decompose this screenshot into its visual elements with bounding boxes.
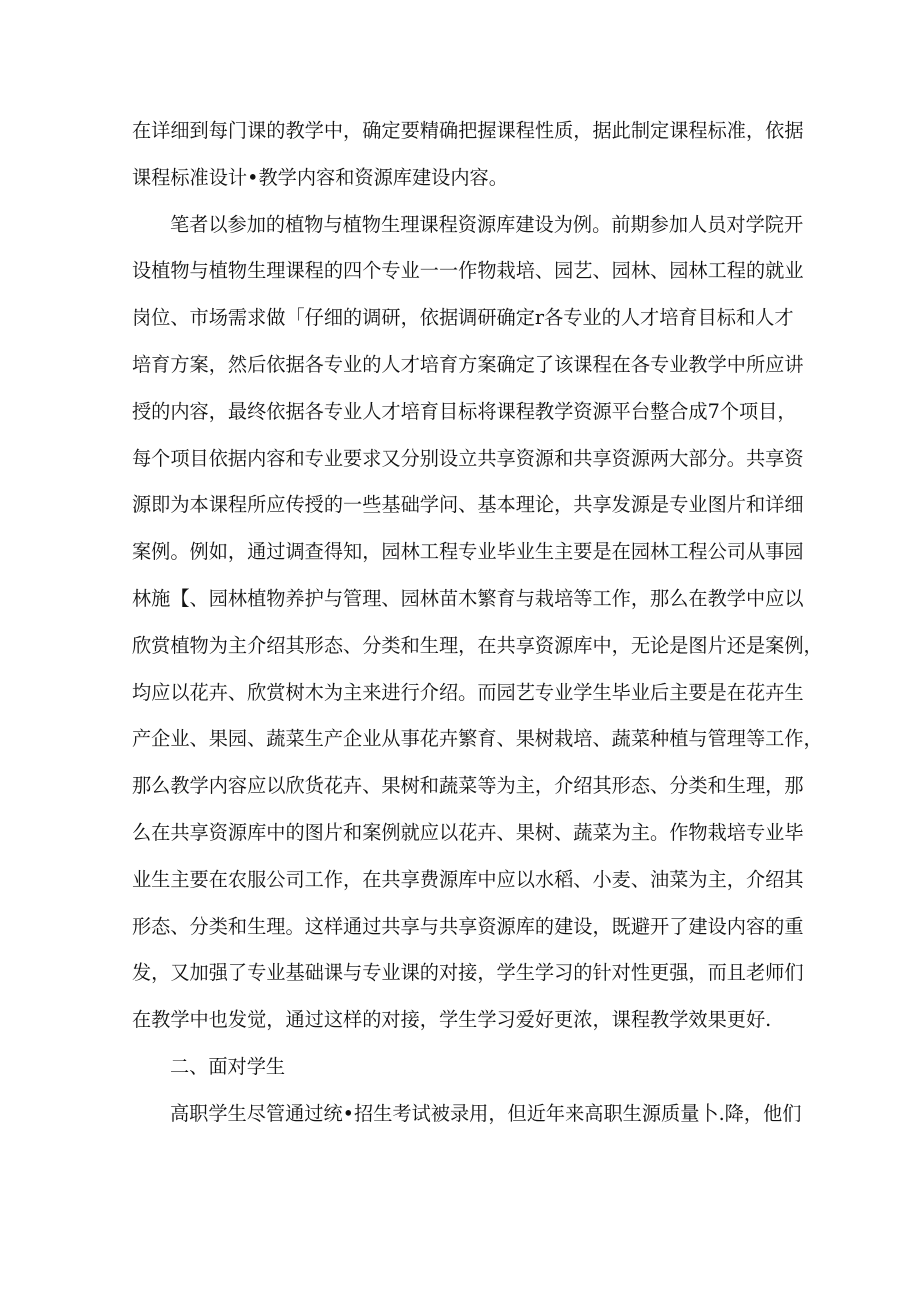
paragraph-line: 每个项目依据内容和专业要求又分别设立共享资源和共享资源两大部分。共享资	[132, 446, 804, 470]
paragraph-line: 业生主要在农服公司工作，在共享费源库中应以水稻、小麦、油菜为主，介绍其	[132, 867, 804, 891]
paragraph-line: 在详细到每门课的教学中，确定要精确把握课程性质，据此制定课程标准，依据	[132, 119, 804, 142]
paragraph-line: 授的内容，最终依据各专业人才培育目标将课程教学资源平台整合成7个项目，	[132, 399, 797, 423]
paragraph-3	[132, 1091, 804, 1138]
paragraph-line: 高职学生尽管通过统•招生考试被录用，但近年来高职生源质量卜.降，他们	[170, 1101, 802, 1125]
paragraph-line: 案例。例如，通过调查得知，园林工程专业毕业生主要是在园林工程公司从事园	[132, 540, 804, 564]
paragraph-line: 在教学中也发觉，通过这样的对接，学生学习爱好更浓，课程教学效果更好.	[132, 1008, 772, 1032]
paragraph-line: 均应以花卉、欣赏树木为主来进行介绍。而园艺专业学生毕业后主要是在花卉生	[132, 680, 804, 704]
paragraph-line: 那么教学内容应以欣货花卉、果树和蔬菜等为主，介绍其形态、分类和生理，那	[132, 774, 804, 798]
paragraph-line: 林施【、园林植物养护与管理、园林苗木繁育与栽培等工作，那么在教学中应以	[132, 586, 804, 610]
document-body	[132, 108, 823, 1138]
paragraph-line: 培育方案，然后依据各专业的人才培育方案确定了该课程在各专业教学中所应讲	[132, 352, 804, 376]
paragraph-line: 岗位、市场需求做「仔细的调研，依据调研确定r各专业的人才培育目标和人才	[132, 306, 794, 330]
paragraph-line: 源即为本课程所应传授的一些基础学问、基本理论，共享发源是专业图片和详细	[132, 493, 804, 517]
paragraph-line: 欣赏植物为主介绍其形态、分类和生理，在共享资源库中，无论是图片还是案例，	[132, 633, 823, 657]
paragraph-line: 么在共享资源库中的图片和案例就应以花卉、果树、蔬菜为主。作物栽培专业毕	[132, 820, 804, 844]
section-heading: 二、面对学生	[170, 1054, 286, 1078]
paragraph-2	[132, 202, 823, 1044]
paragraph-line: 发，又加强了专业基础课与专业课的对接，学生学习的针对性更强，而且老师们	[132, 961, 804, 985]
paragraph-line: 设植物与植物生理课程的四个专业一一作物栽培、园艺、园林、园林工程的就业	[132, 259, 804, 283]
paragraph-line: 笔者以参加的植物与植物生理课程资源库建设为例。前期参加人员对学院开	[170, 212, 804, 236]
paragraph-line: 产企业、果园、蔬菜生产企业从事花卉繁育、果树栽培、蔬菜种植与管理等工作，	[132, 727, 823, 751]
paragraph-line: 课程标准设计•教学内容和资源库建设内容。	[132, 165, 508, 189]
paragraph-line: 形态、分类和生理。这样通过共享与共享资源库的建设，既避开了建设内容的重	[132, 914, 804, 938]
paragraph-1	[132, 108, 804, 202]
